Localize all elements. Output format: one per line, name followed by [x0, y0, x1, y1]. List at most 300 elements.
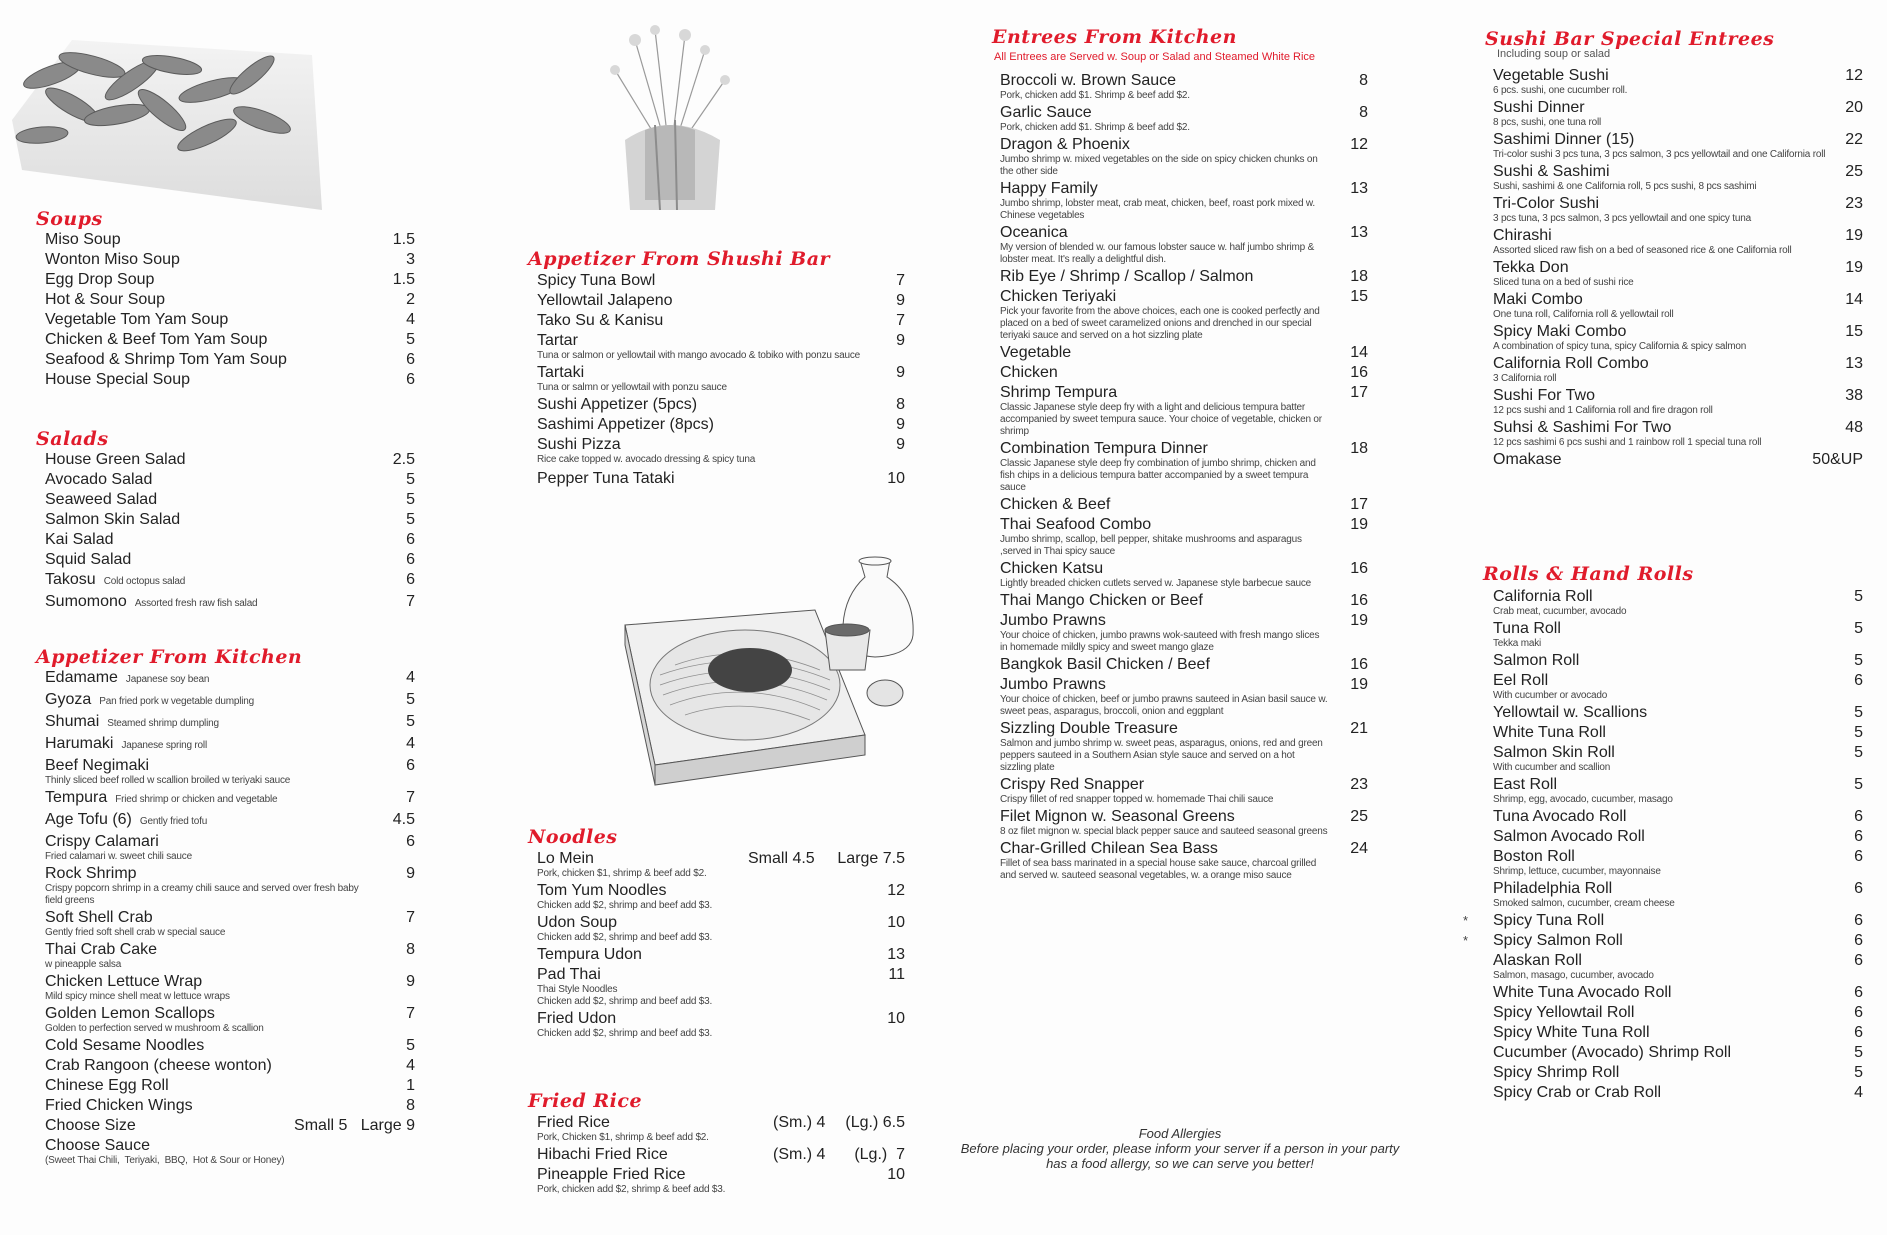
entrees-kitchen-list [1000, 71, 1368, 883]
list-item[interactable]: House Special Soup 6 [45, 371, 415, 388]
item-price: 5 [1854, 704, 1863, 721]
list-item[interactable]: Broccoli w. Brown Sauce Pork, chicken add $1. Shrimp & beef add $2. 8 [1000, 72, 1368, 101]
list-item[interactable]: Squid Salad 6 [45, 551, 415, 568]
edamame-photo [12, 20, 322, 210]
item-desc: Salmon, masago, cucumber, avocado [1493, 970, 1654, 981]
item-price: 6 [1854, 828, 1863, 845]
item-price: 11 [888, 966, 905, 983]
item-desc: Salmon and jumbo shrimp w. sweet peas, asparagus, onions, red and green peppers sauteed in a Southern Asian style sauce and served on a hot sizzling plate [1000, 738, 1323, 773]
item-desc: 12 pcs sushi and 1 California roll and fire dragon roll [1493, 405, 1713, 416]
item-desc: Pork, chicken add $1. Shrimp & beef add $2. [1000, 122, 1190, 133]
list-item[interactable]: Chicken & Beef 17 [1000, 496, 1368, 513]
sushi-entrees-list [1493, 66, 1863, 470]
fried-rice-list [537, 1113, 905, 1197]
item-price: 12 [1350, 136, 1368, 153]
item-desc: My version of blended w. our famous lobster sauce w. half jumbo shrimp & lobster meat. It's really a delightful dish. [1000, 242, 1315, 265]
item-price: 5 [1854, 1044, 1863, 1061]
list-item[interactable]: Chirashi Assorted sliced raw fish on a bed of seasoned rice & one California roll 19 [1493, 227, 1863, 256]
list-item[interactable]: Golden Lemon Scallops Golden to perfection served w mushroom & scallion 7 [45, 1005, 415, 1034]
item-price: 6 [1854, 808, 1863, 825]
list-item[interactable]: Pad Thai Thai Style Noodles Chicken add $2, shrimp and beef add $3. 11 [537, 966, 905, 1007]
item-price: 19 [1350, 516, 1368, 533]
sushi-entrees-subtitle: Including soup or salad [1497, 48, 1611, 60]
item-desc: Crab meat, cucumber, avocado [1493, 606, 1627, 617]
item-price: 8 [1359, 104, 1368, 121]
list-item[interactable]: Vegetable Tom Yam Soup 4 [45, 311, 415, 328]
item-desc: Assorted sliced raw fish on a bed of seasoned rice & one California roll [1493, 245, 1792, 256]
list-item[interactable]: Thai Seafood Combo Jumbo shrimp, scallop, bell pepper, shitake mushrooms and asparagus ,served in Thai spicy sauce 19 [1000, 516, 1368, 557]
item-price: 19 [1350, 612, 1368, 629]
item-price: 6 [406, 757, 415, 774]
item-price: 7 [406, 789, 415, 806]
list-item[interactable]: Pineapple Fried Rice Pork, chicken add $2, shrimp & beef add $3. 10 [537, 1166, 905, 1195]
item-price: 6 [406, 833, 415, 850]
item-price: 7 [896, 312, 905, 329]
appetizers-sushi-list [537, 271, 905, 489]
list-item[interactable]: Beef Negimaki Thinly sliced beef rolled w scallion broiled w teriyaki sauce 6 [45, 757, 415, 786]
item-price: 14 [1845, 291, 1863, 308]
list-item[interactable]: Salmon Avocado Roll 6 [1493, 828, 1863, 845]
list-item[interactable]: Tom Yum Noodles Chicken add $2, shrimp and beef add $3. 12 [537, 882, 905, 911]
item-desc: Your choice of chicken, beef or jumbo prawns sauteed in Asian basil sauce w. sweet peas, asparagus, broccoli, onion and eggplant [1000, 694, 1328, 717]
item-price: 7 [406, 1005, 415, 1022]
list-item[interactable]: Tuna Avocado Roll 6 [1493, 808, 1863, 825]
item-desc: Classic Japanese style deep fry combination of jumbo shrimp, chicken and fish chips in a delicious tempura batter accompanied by a sweet tempura sauce [1000, 458, 1316, 493]
list-item[interactable]: White Tuna Avocado Roll 6 [1493, 984, 1863, 1001]
list-item[interactable]: Spicy White Tuna Roll 6 [1493, 1024, 1863, 1041]
item-price: 6 [1854, 932, 1863, 949]
item-desc: (Sweet Thai Chili, Teriyaki, BBQ, Hot & Sour or Honey) [45, 1155, 285, 1166]
salads-title: Salads [36, 428, 109, 450]
item-price: 16 [1350, 656, 1368, 673]
list-item[interactable]: Spicy Maki Combo A combination of spicy tuna, spicy California & spicy salmon 15 [1493, 323, 1863, 352]
item-price: 7 [896, 272, 905, 289]
item-price: 14 [1350, 344, 1368, 361]
list-item[interactable]: Maki Combo One tuna roll, California roll & yellowtail roll 14 [1493, 291, 1863, 320]
item-desc: Chicken add $2, shrimp and beef add $3. [537, 1028, 713, 1039]
spicy-marker: * [1463, 913, 1469, 928]
item-desc: Lightly breaded chicken cutlets served w. Japanese style barbecue sauce [1000, 578, 1311, 589]
item-desc: Sushi, sashimi & one California roll, 5 pcs sushi, 8 pcs sashimi [1493, 181, 1757, 192]
list-item[interactable]: Choose Sauce (Sweet Thai Chili, Teriyaki, BBQ, Hot & Sour or Honey) [45, 1136, 415, 1168]
item-price: 10 [887, 1010, 905, 1027]
item-price: 6 [1854, 1024, 1863, 1041]
item-price: 2.5 [392, 451, 415, 468]
item-price: 25 [1845, 163, 1863, 180]
list-item[interactable]: Thai Mango Chicken or Beef 16 [1000, 592, 1368, 609]
item-price: 5 [406, 713, 415, 730]
list-item[interactable]: Tempura Udon 13 [537, 946, 905, 963]
list-item[interactable]: Cold Sesame Noodles 5 [45, 1037, 415, 1054]
item-price: 9 [896, 364, 905, 381]
list-item[interactable]: Egg Drop Soup 1.5 [45, 271, 415, 288]
list-item[interactable]: * Spicy Salmon Roll 6 [1463, 932, 1863, 949]
item-price: Small 5 Large 9 [294, 1117, 415, 1134]
list-item[interactable]: Vegetable Sushi 6 pcs. sushi, one cucumber roll. 12 [1493, 67, 1863, 96]
item-price: 8 [406, 941, 415, 958]
item-price: 6 [406, 351, 415, 368]
item-price-large: Large 7.5 [837, 850, 905, 867]
item-price: 6 [1854, 984, 1863, 1001]
item-price: 5 [406, 511, 415, 528]
list-item[interactable]: Sashimi Dinner (15) Tri-color sushi 3 pcs tuna, 3 pcs salmon, 3 pcs yellowtail and one California roll 22 [1493, 131, 1863, 160]
item-desc: Pork, chicken add $2, shrimp & beef add $3. [537, 1184, 726, 1195]
item-desc: Your choice of chicken, jumbo prawns wok-sauteed with fresh mango slices in homemade mildly spicy and sweet mango glaze [1000, 630, 1320, 653]
appetizers-kitchen-list [45, 668, 415, 1168]
item-price: 1.5 [392, 231, 415, 248]
item-price: 5 [1854, 588, 1863, 605]
appetizers-kitchen-title: Appetizer From Kitchen [36, 646, 303, 668]
list-item[interactable]: Sushi & Sashimi Sushi, sashimi & one California roll, 5 pcs sushi, 8 pcs sashimi 25 [1493, 163, 1863, 192]
list-item[interactable]: Tuna Roll Tekka maki 5 [1493, 620, 1863, 649]
item-price: 7 [406, 909, 415, 926]
list-item[interactable]: Chicken 16 [1000, 364, 1368, 381]
item-desc: Classic Japanese style deep fry with a light and delicious tempura batter accompanied by sweet tempura sauce. Your choice of vegetable, chicken or shrimp [1000, 402, 1322, 437]
item-price: 12 [887, 882, 905, 899]
item-desc: Tuna or salmon or yellowtail with mango avocado & tobiko with ponzu sauce [537, 350, 860, 361]
item-price: 5 [1854, 1064, 1863, 1081]
noodles-title: Noodles [528, 826, 618, 848]
list-item[interactable]: Crispy Red Snapper Crispy fillet of red snapper topped w. homemade Thai chili sauce 23 [1000, 776, 1368, 805]
item-price: 21 [1350, 720, 1368, 737]
item-price: 5 [406, 471, 415, 488]
list-item[interactable]: Tartaki Tuna or salmn or yellowtail with ponzu sauce 9 [537, 364, 905, 393]
item-price: 16 [1350, 592, 1368, 609]
item-price: 16 [1350, 560, 1368, 577]
list-item[interactable]: Bangkok Basil Chicken / Beef 16 [1000, 656, 1368, 673]
sushi-vase-photo [555, 20, 785, 210]
list-item[interactable]: California Roll Combo 3 California roll 13 [1493, 355, 1863, 384]
list-item[interactable]: Spicy Shrimp Roll 5 [1493, 1064, 1863, 1081]
list-item[interactable]: Kai Salad 6 [45, 531, 415, 548]
list-item[interactable]: Suhsi & Sashimi For Two 12 pcs sashimi 6 pcs sushi and 1 rainbow roll 1 special tuna roll 48 [1493, 419, 1863, 448]
item-price: 10 [887, 1166, 905, 1183]
list-item[interactable]: Tako Su & Kanisu 7 [537, 312, 905, 329]
item-price-large: (Lg.) 7 [854, 1146, 905, 1163]
list-item[interactable]: Pepper Tuna Tataki 10 [537, 470, 905, 487]
list-item[interactable]: House Green Salad 2.5 [45, 451, 415, 468]
item-price: 6 [1854, 880, 1863, 897]
list-item[interactable]: Seafood & Shrimp Tom Yam Soup 6 [45, 351, 415, 368]
list-item[interactable]: Sumomono Assorted fresh raw fish salad 7 [45, 593, 415, 610]
list-item[interactable]: * Spicy Tuna Roll 6 [1463, 912, 1863, 929]
item-desc: Rice cake topped w. avocado dressing & spicy tuna [537, 454, 756, 465]
list-item[interactable]: Jumbo Prawns Your choice of chicken, jumbo prawns wok-sauteed with fresh mango slices in homemade mildly spicy and sweet mango glaze 19 [1000, 612, 1368, 653]
list-item[interactable]: Vegetable 14 [1000, 344, 1368, 361]
list-item[interactable]: Hibachi Fried Rice (Sm.) 4 (Lg.) 7 [537, 1146, 905, 1163]
item-price: 50&UP [1812, 451, 1863, 468]
list-item[interactable]: Takosu Cold octopus salad 6 [45, 571, 415, 588]
item-desc: With cucumber or avocado [1493, 690, 1608, 701]
list-item[interactable]: Sushi For Two 12 pcs sushi and 1 California roll and fire dragon roll 38 [1493, 387, 1863, 416]
list-item[interactable]: Salmon Roll 5 [1493, 652, 1863, 669]
item-price: 9 [406, 973, 415, 990]
item-desc: Jumbo shrimp w. mixed vegetables on the side on spicy chicken chunks on the other side [1000, 154, 1318, 177]
item-price: 5 [406, 1037, 415, 1054]
item-price: 18 [1350, 268, 1368, 285]
list-item[interactable]: Sushi Dinner 8 pcs, sushi, one tuna roll 20 [1493, 99, 1863, 128]
item-price: 5 [1854, 776, 1863, 793]
list-item[interactable]: Udon Soup Chicken add $2, shrimp and beef add $3. 10 [537, 914, 905, 943]
list-item[interactable]: Thai Crab Cake w pineapple salsa 8 [45, 941, 415, 970]
item-price: 6 [1854, 912, 1863, 929]
list-item[interactable]: Rib Eye / Shrimp / Scallop / Salmon 18 [1000, 268, 1368, 285]
list-item[interactable]: Sizzling Double Treasure Salmon and jumbo shrimp w. sweet peas, asparagus, onions, red and green peppers sauteed in a Southern Asian style sauce and served on a hot sizzling plate 21 [1000, 720, 1368, 773]
item-desc: Jumbo shrimp, scallop, bell pepper, shitake mushrooms and asparagus ,served in Thai spicy sauce [1000, 534, 1302, 557]
appetizers-sushi-title: Appetizer From Shushi Bar [528, 248, 831, 270]
item-price-large: (Lg.) 6.5 [845, 1114, 905, 1131]
list-item[interactable]: East Roll Shrimp, egg, avocado, cucumber, masago 5 [1493, 776, 1863, 805]
list-item[interactable]: Avocado Salad 5 [45, 471, 415, 488]
list-item[interactable]: Crispy Calamari Fried calamari w. sweet chili sauce 6 [45, 833, 415, 862]
item-desc: Fried calamari w. sweet chili sauce [45, 851, 192, 862]
list-item[interactable]: Chicken & Beef Tom Yam Soup 5 [45, 331, 415, 348]
list-item[interactable]: Combination Tempura Dinner Classic Japanese style deep fry combination of jumbo shrimp, chicken and fish chips in a delicious tempura batter accompanied by a sweet tempura sauce 18 [1000, 440, 1368, 493]
item-price: 12 [1845, 67, 1863, 84]
item-desc: With cucumber and scallion [1493, 762, 1611, 773]
list-item[interactable]: Garlic Sauce Pork, chicken add $1. Shrimp & beef add $2. 8 [1000, 104, 1368, 133]
item-desc: Pork, chicken add $1. Shrimp & beef add $2. [1000, 90, 1190, 101]
item-desc: Sliced tuna on a bed of sushi rice [1493, 277, 1634, 288]
list-item[interactable]: Lo Mein Pork, chicken $1, shrimp & beef add $2. Small 4.5 Large 7.5 [537, 850, 905, 879]
item-price: 38 [1845, 387, 1863, 404]
list-item[interactable]: Chicken Lettuce Wrap Mild spicy mince shell meat w lettuce wraps 9 [45, 973, 415, 1002]
item-price: 5 [1854, 652, 1863, 669]
item-price: 19 [1845, 259, 1863, 276]
item-price: 7 [406, 593, 415, 610]
item-desc: Gently fried soft shell crab w special sauce [45, 927, 226, 938]
list-item[interactable]: Yellowtail w. Scallions 5 [1493, 704, 1863, 721]
list-item[interactable]: Boston Roll Shrimp, lettuce, cucumber, mayonnaise 6 [1493, 848, 1863, 877]
item-price-small: Small 4.5 [748, 850, 815, 867]
item-desc: Shrimp, egg, avocado, cucumber, masago [1493, 794, 1673, 805]
list-item[interactable]: Fried Udon Chicken add $2, shrimp and beef add $3. 10 [537, 1010, 905, 1039]
food-allergy-notice [960, 1126, 1400, 1171]
list-item[interactable]: Eel Roll With cucumber or avocado 6 [1493, 672, 1863, 701]
item-desc: 3 California roll [1493, 373, 1557, 384]
item-price: 1 [406, 1077, 415, 1094]
list-item[interactable]: Age Tofu (6) Gently fried tofu 4.5 [45, 811, 415, 828]
list-item[interactable]: Harumaki Japanese spring roll 4 [45, 735, 415, 752]
list-item[interactable]: Shumai Steamed shrimp dumpling 5 [45, 713, 415, 730]
list-item[interactable]: Spicy Tuna Bowl 7 [537, 272, 905, 289]
item-desc: Tuna or salmn or yellowtail with ponzu sauce [537, 382, 727, 393]
list-item[interactable]: Philadelphia Roll Smoked salmon, cucumber, cream cheese 6 [1493, 880, 1863, 909]
item-price: 5 [1854, 744, 1863, 761]
list-item[interactable]: Dragon & Phoenix Jumbo shrimp w. mixed vegetables on the side on spicy chicken chunks on the other side 12 [1000, 136, 1368, 177]
item-price: 13 [887, 946, 905, 963]
item-price: 16 [1350, 364, 1368, 381]
item-desc: Fillet of sea bass marinated in a special house sake sauce, charcoal grilled and served w. sauteed seasonal vegetables, w. a orange miso sauce [1000, 858, 1317, 881]
item-desc: Crispy popcorn shrimp in a creamy chili sauce and served over fresh baby field greens [45, 883, 359, 906]
soups-list [45, 230, 415, 390]
item-price: 6 [406, 371, 415, 388]
list-item[interactable]: Cucumber (Avocado) Shrimp Roll 5 [1493, 1044, 1863, 1061]
list-item[interactable]: Chicken Teriyaki Pick your favorite from the above choices, each one is cooked perfectly and placed on a bed of sweet caramelized onions and drenched in our special teriyaki sauce and served on a hot sizzling plate 15 [1000, 288, 1368, 341]
item-price: 9 [896, 292, 905, 309]
list-item[interactable]: Tartar Tuna or salmon or yellowtail with mango avocado & tobiko with ponzu sauce 9 [537, 332, 905, 361]
soups-title: Soups [36, 208, 103, 230]
item-price: 9 [896, 436, 905, 453]
item-desc: Chicken add $2, shrimp and beef add $3. [537, 932, 713, 943]
item-price: 48 [1845, 419, 1863, 436]
item-price: 1.5 [392, 271, 415, 288]
item-price: 20 [1845, 99, 1863, 116]
list-item[interactable]: Shrimp Tempura Classic Japanese style deep fry with a light and delicious tempura batter accompanied by sweet tempura sauce. Your choice of vegetable, chicken or shrimp 17 [1000, 384, 1368, 437]
list-item[interactable]: Filet Mignon w. Seasonal Greens 8 oz filet mignon w. special black pepper sauce and sauteed seasonal greens 25 [1000, 808, 1368, 837]
item-price: 6 [406, 551, 415, 568]
list-item[interactable]: Edamame Japanese soy bean 4 [45, 669, 415, 686]
item-price: 5 [1854, 724, 1863, 741]
list-item[interactable]: Wonton Miso Soup 3 [45, 251, 415, 268]
list-item[interactable]: Spicy Yellowtail Roll 6 [1493, 1004, 1863, 1021]
item-price: 23 [1350, 776, 1368, 793]
list-item[interactable]: Yellowtail Jalapeno 9 [537, 292, 905, 309]
item-price: 6 [406, 531, 415, 548]
list-item[interactable]: Jumbo Prawns Your choice of chicken, beef or jumbo prawns sauteed in Asian basil sauce w. sweet peas, asparagus, broccoli, onion and eggplant 19 [1000, 676, 1368, 717]
item-price: 4 [406, 669, 415, 686]
item-desc: Thinly sliced beef rolled w scallion broiled w teriyaki sauce [45, 775, 291, 786]
list-item[interactable]: Soft Shell Crab Gently fried soft shell crab w special sauce 7 [45, 909, 415, 938]
item-price: 8 [1359, 72, 1368, 89]
item-price: 5 [406, 331, 415, 348]
list-item[interactable]: Gyoza Pan fried pork w vegetable dumpling 5 [45, 691, 415, 708]
list-item[interactable]: Hot & Sour Soup 2 [45, 291, 415, 308]
item-price-small: (Sm.) 4 [773, 1114, 826, 1131]
item-price: 19 [1350, 676, 1368, 693]
item-price: 13 [1350, 224, 1368, 241]
list-item[interactable]: White Tuna Roll 5 [1493, 724, 1863, 741]
noodles-list [537, 849, 905, 1041]
list-item[interactable]: Salmon Skin Roll With cucumber and scallion 5 [1493, 744, 1863, 773]
item-desc: 8 oz filet mignon w. special black pepper sauce and sauteed seasonal greens [1000, 826, 1328, 837]
item-price: 10 [887, 470, 905, 487]
zaru-soba-illustration [615, 555, 935, 795]
item-price: 9 [896, 416, 905, 433]
item-price: 4 [1854, 1084, 1863, 1101]
item-price: 10 [887, 914, 905, 931]
item-price: 4 [406, 1057, 415, 1074]
allergy-text: Before placing your order, please inform your server if a person in your party has a food allergy, so we can serve you better! [960, 1141, 1400, 1171]
list-item[interactable]: Omakase 50&UP [1493, 451, 1863, 468]
list-item[interactable]: Tekka Don Sliced tuna on a bed of sushi rice 19 [1493, 259, 1863, 288]
list-item[interactable]: Sushi Pizza Rice cake topped w. avocado dressing & spicy tuna 9 [537, 436, 905, 465]
item-desc: Crispy fillet of red snapper topped w. homemade Thai chili sauce [1000, 794, 1274, 805]
item-price: 24 [1350, 840, 1368, 857]
item-price: 5 [1854, 620, 1863, 637]
item-desc: Jumbo shrimp, lobster meat, crab meat, chicken, beef, roast pork mixed w. Chinese vegetables [1000, 198, 1315, 221]
item-desc: Shrimp, lettuce, cucumber, mayonnaise [1493, 866, 1661, 877]
item-price: 19 [1845, 227, 1863, 244]
item-price: 15 [1350, 288, 1368, 305]
item-desc: Mild spicy mince shell meat w lettuce wraps [45, 991, 230, 1002]
item-desc: 8 pcs, sushi, one tuna roll [1493, 117, 1601, 128]
list-item[interactable]: Char-Grilled Chilean Sea Bass Fillet of sea bass marinated in a special house sake sauce, charcoal grilled and served w. sauteed seasonal vegetables, w. a orange miso sauce 24 [1000, 840, 1368, 881]
sushi-entrees-title: Sushi Bar Special Entrees [1485, 28, 1775, 50]
item-price: 22 [1845, 131, 1863, 148]
list-item[interactable]: Salmon Skin Salad 5 [45, 511, 415, 528]
item-price: 13 [1845, 355, 1863, 372]
list-item[interactable]: Tri-Color Sushi 3 pcs tuna, 3 pcs salmon, 3 pcs yellowtail and one spicy tuna 23 [1493, 195, 1863, 224]
list-item[interactable]: California Roll Crab meat, cucumber, avocado 5 [1493, 588, 1863, 617]
item-desc: Tri-color sushi 3 pcs tuna, 3 pcs salmon, 3 pcs yellowtail and one California roll [1493, 149, 1826, 160]
item-price: 6 [1854, 848, 1863, 865]
item-desc: Pork, Chicken $1, shrimp & beef add $2. [537, 1132, 709, 1143]
item-price: 23 [1845, 195, 1863, 212]
entrees-kitchen-subtitle: All Entrees are Served w. Soup or Salad and Steamed White Rice [994, 51, 1316, 63]
item-price: 9 [406, 865, 415, 882]
list-item[interactable]: Sashimi Appetizer (8pcs) 9 [537, 416, 905, 433]
item-price: 8 [406, 1097, 415, 1114]
item-price: 4 [406, 311, 415, 328]
item-price: 5 [406, 691, 415, 708]
allergy-title: Food Allergies [1138, 1126, 1222, 1141]
item-price: 17 [1350, 384, 1368, 401]
item-price: 18 [1350, 440, 1368, 457]
item-desc: 6 pcs. sushi, one cucumber roll. [1493, 85, 1628, 96]
item-desc: Chicken add $2, shrimp and beef add $3. [537, 900, 713, 911]
entrees-kitchen-title: Entrees From Kitchen [992, 26, 1237, 48]
item-price: 13 [1350, 180, 1368, 197]
item-desc: Pick your favorite from the above choices, each one is cooked perfectly and placed on a bed of sweet caramelized onions and drenched in our special teriyaki sauce and served on a hot sizzling plate [1000, 306, 1320, 341]
item-price: 15 [1845, 323, 1863, 340]
list-item[interactable]: Happy Family Jumbo shrimp, lobster meat, crab meat, chicken, beef, roast pork mixed w. Chinese vegetables 13 [1000, 180, 1368, 221]
list-item[interactable]: Fried Chicken Wings 8 [45, 1097, 415, 1114]
salads-list [45, 450, 415, 614]
item-price: 6 [1854, 1004, 1863, 1021]
item-desc: Thai Style Noodles Chicken add $2, shrimp and beef add $3. [537, 984, 713, 1007]
item-price: 25 [1350, 808, 1368, 825]
item-price: 8 [896, 396, 905, 413]
rolls-title: Rolls & Hand Rolls [1483, 563, 1694, 585]
item-price: 2 [406, 291, 415, 308]
list-item[interactable]: Chinese Egg Roll 1 [45, 1077, 415, 1094]
item-price: 3 [406, 251, 415, 268]
list-item[interactable]: Oceanica My version of blended w. our famous lobster sauce w. half jumbo shrimp & lobster meat. It's really a delightful dish. 13 [1000, 224, 1368, 265]
list-item[interactable]: Choose Size Small 5 Large 9 [45, 1117, 415, 1134]
item-price: 4 [406, 735, 415, 752]
list-item[interactable]: Chicken Katsu Lightly breaded chicken cutlets served w. Japanese style barbecue sauce 16 [1000, 560, 1368, 589]
item-desc: Golden to perfection served w mushroom & scallion [45, 1023, 264, 1034]
list-item[interactable]: Miso Soup 1.5 [45, 231, 415, 248]
item-desc: w pineapple salsa [45, 959, 122, 970]
list-item[interactable]: Tempura Fried shrimp or chicken and vegetable 7 [45, 789, 415, 806]
item-price: 17 [1350, 496, 1368, 513]
item-price: 5 [406, 491, 415, 508]
list-item[interactable]: Seaweed Salad 5 [45, 491, 415, 508]
item-price-small: (Sm.) 4 [773, 1146, 826, 1163]
item-desc: Pork, chicken $1, shrimp & beef add $2. [537, 868, 707, 879]
list-item[interactable]: Spicy Crab or Crab Roll 4 [1493, 1084, 1863, 1101]
item-price: 6 [406, 571, 415, 588]
list-item[interactable]: Alaskan Roll Salmon, masago, cucumber, avocado 6 [1493, 952, 1863, 981]
list-item[interactable]: Rock Shrimp Crispy popcorn shrimp in a creamy chili sauce and served over fresh baby field greens 9 [45, 865, 415, 906]
item-desc: 12 pcs sashimi 6 pcs sushi and 1 rainbow roll 1 special tuna roll [1493, 437, 1762, 448]
item-price: 6 [1854, 952, 1863, 969]
item-price: 4.5 [392, 811, 415, 828]
item-desc: A combination of spicy tuna, spicy California & spicy salmon [1493, 341, 1747, 352]
item-desc: One tuna roll, California roll & yellowtail roll [1493, 309, 1674, 320]
item-price: 6 [1854, 672, 1863, 689]
item-desc: 3 pcs tuna, 3 pcs salmon, 3 pcs yellowtail and one spicy tuna [1493, 213, 1751, 224]
list-item[interactable]: Crab Rangoon (cheese wonton) 4 [45, 1057, 415, 1074]
list-item[interactable]: Fried Rice Pork, Chicken $1, shrimp & beef add $2. (Sm.) 4 (Lg.) 6.5 [537, 1114, 905, 1143]
item-desc: Smoked salmon, cucumber, cream cheese [1493, 898, 1675, 909]
fried-rice-title: Fried Rice [528, 1090, 643, 1112]
list-item[interactable]: Sushi Appetizer (5pcs) 8 [537, 396, 905, 413]
rolls-list [1463, 587, 1863, 1103]
item-price: 9 [896, 332, 905, 349]
